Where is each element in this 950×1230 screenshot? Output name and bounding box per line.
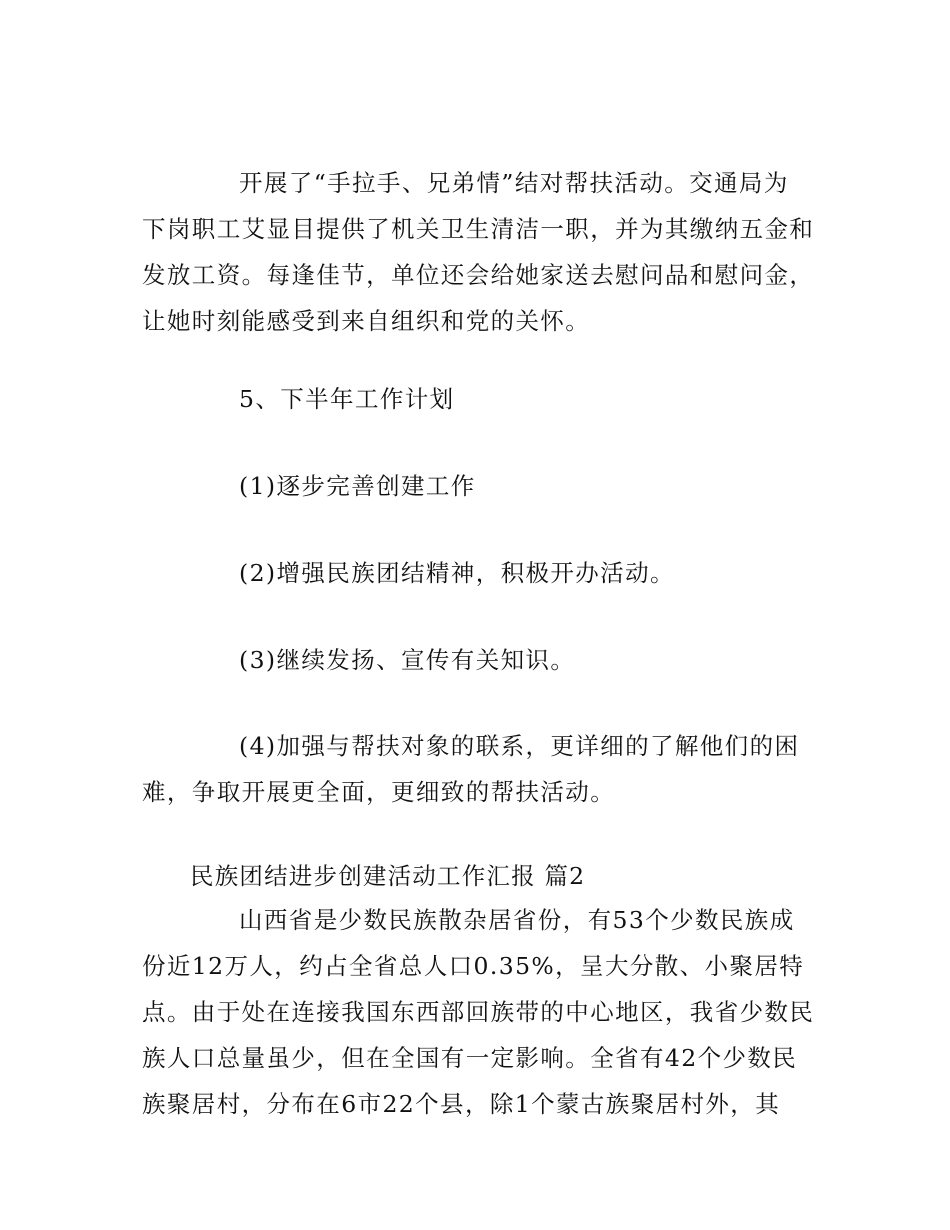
paragraph-line: 让她时刻能感受到来自组织和党的关怀。 [142,307,591,335]
paragraph-line: 下岗职工艾显目提供了机关卫生清洁一职，并为其缴纳五金和 [142,215,815,243]
paragraph-line: 份近12万人，约占全省总人口0.35%，呈大分散、小聚居特 [142,952,805,980]
report-title: 民族团结进步创建活动工作汇报 篇2 [190,862,586,890]
plan-item-text: (1)逐步完善创建工作 [239,472,476,500]
plan-item-text: (3)继续发扬、宣传有关知识。 [239,646,576,674]
plan-item-1 [142,463,812,509]
plan-item-4 [142,723,812,815]
paragraph-line: 开展了“手拉手、兄弟情”结对帮扶活动。交通局为 [239,169,789,197]
paragraph-line: 山西省是少数民族散杂居省份，有53个少数民族成 [239,906,795,934]
section-title-plan [142,376,812,422]
paragraph-shanxi-overview [142,897,815,1127]
plan-item-text: 难，争取开展更全面，更细致的帮扶活动。 [142,778,616,806]
paragraph-line: 族聚居村，分布在6市22个县，除1个蒙古族聚居村外，其 [142,1090,781,1118]
plan-item-text: (4)加强与帮扶对象的联系，更详细的了解他们的困 [239,732,800,760]
paragraph-line: 点。由于处在连接我国东西部回族带的中心地区，我省少数民 [142,998,815,1026]
plan-item-3 [142,637,812,683]
paragraph-line: 发放工资。每逢佳节，单位还会给她家送去慰问品和慰问金， [142,261,815,289]
paragraph-line: 族人口总量虽少，但在全国有一定影响。全省有42个少数民 [142,1044,798,1072]
plan-item-2 [142,550,812,596]
paragraph-assistance-activity [142,160,815,344]
plan-item-text: (2)增强民族团结精神，积极开办活动。 [239,559,675,587]
section-title-text: 5、下半年工作计划 [239,385,455,413]
